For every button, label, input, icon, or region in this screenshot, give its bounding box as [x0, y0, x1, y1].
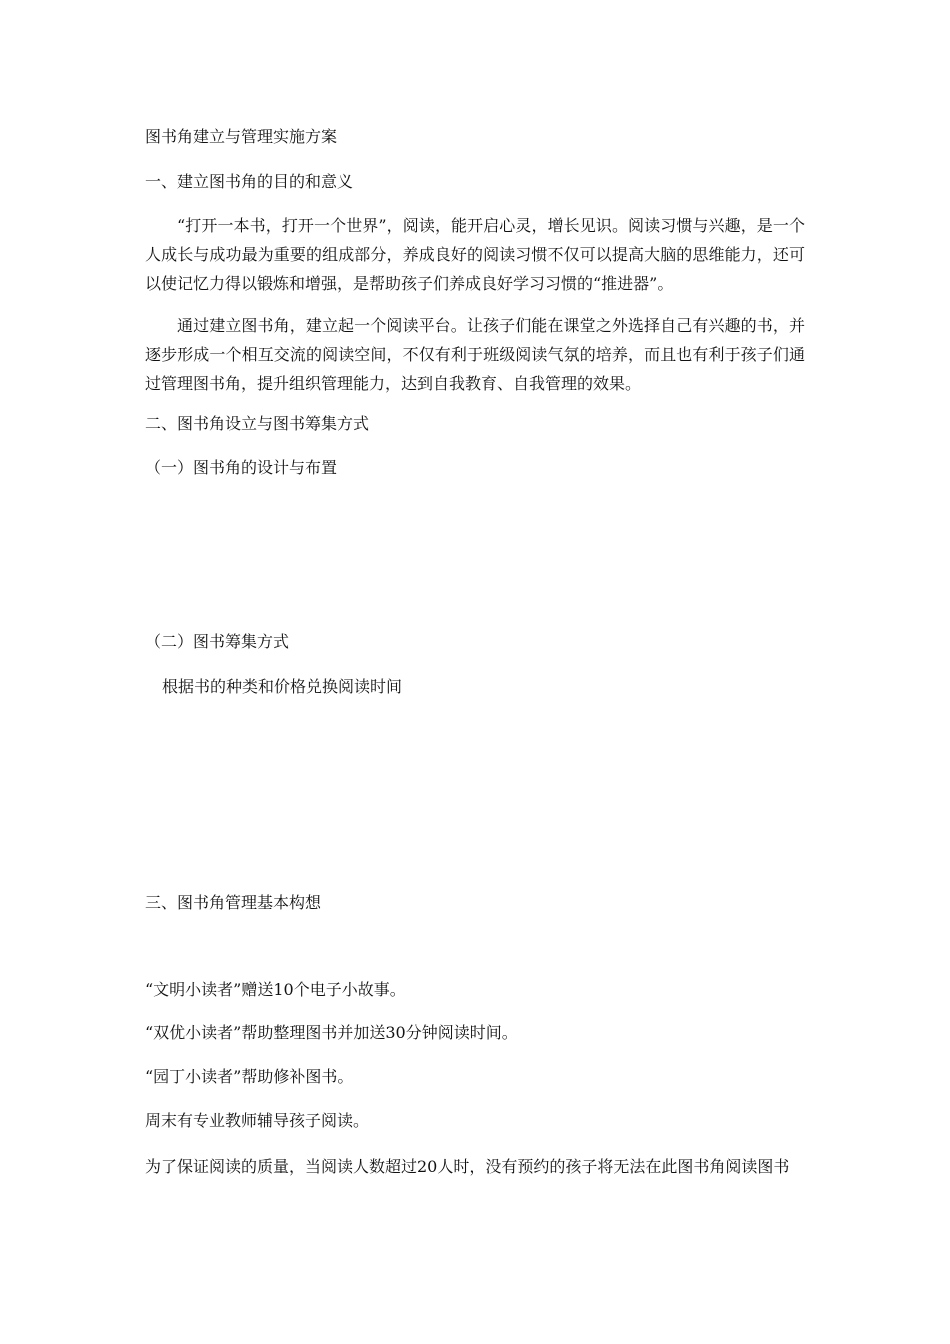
section-2-subheading-2: （二）图书筹集方式 — [145, 632, 290, 651]
list-item: “文明小读者”赠送10个电子小故事。 — [145, 980, 406, 999]
section-3-heading: 三、图书角管理基本构想 — [145, 893, 322, 912]
list-item: “双优小读者”帮助整理图书并加送30分钟阅读时间。 — [145, 1023, 518, 1042]
section-1-heading: 一、建立图书角的目的和意义 — [145, 172, 354, 191]
list-item: 周末有专业教师辅导孩子阅读。 — [145, 1111, 370, 1130]
list-item: 为了保证阅读的质量，当阅读人数超过20人时，没有预约的孩子将无法在此图书角阅读图书 — [145, 1157, 790, 1176]
section-1-paragraph-1: “打开一本书，打开一个世界”，阅读，能开启心灵，增长见识。阅读习惯与兴趣，是一个人成长与成功最为重要的组成部分，养成良好的阅读习惯不仅可以提高大脑的思维能力，还可以使记忆力得以锻炼和增强，是帮助孩子们养成良好学习习惯的“推进器”。 — [145, 216, 805, 293]
section-2-sub-2-text: 根据书的种类和价格兑换阅读时间 — [162, 677, 403, 696]
section-1-paragraph-2: 通过建立图书角，建立起一个阅读平台。让孩子们能在课堂之外选择自己有兴趣的书，并逐步形成一个相互交流的阅读空间，不仅有利于班级阅读气氛的培养，而且也有利于孩子们通过管理图书角，提升组织管理能力，达到自我教育、自我管理的效果。 — [145, 316, 805, 393]
section-2-subheading-1: （一）图书角的设计与布置 — [145, 458, 338, 477]
section-2-heading: 二、图书角设立与图书筹集方式 — [145, 414, 370, 433]
list-item: “园丁小读者”帮助修补图书。 — [145, 1067, 354, 1086]
document-title: 图书角建立与管理实施方案 — [145, 127, 338, 146]
